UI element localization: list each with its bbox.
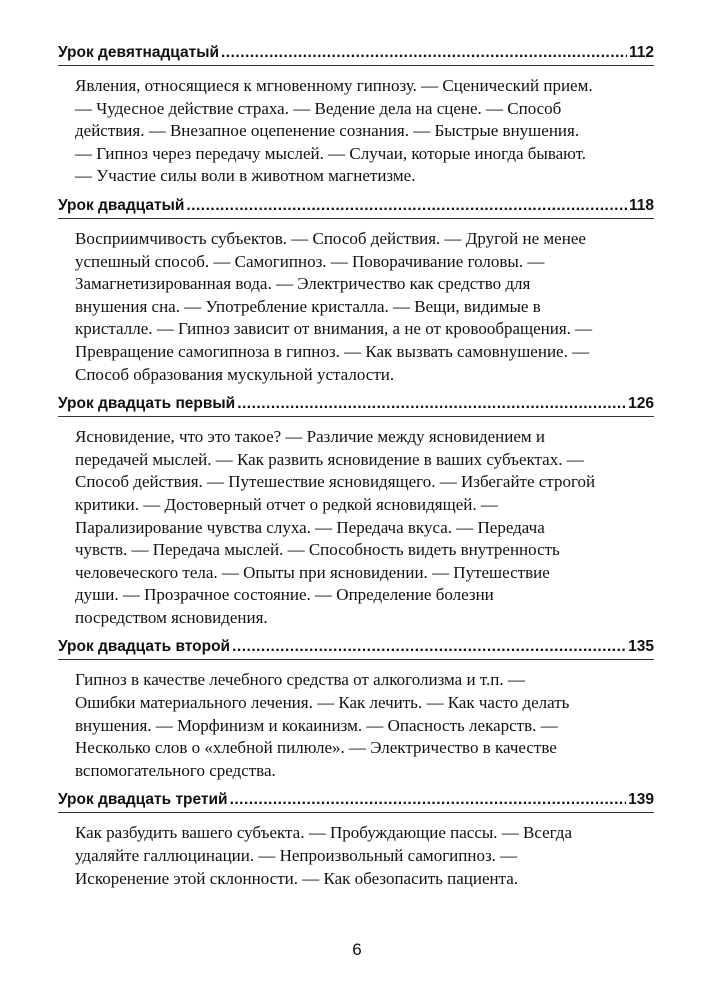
topics-line: — Участие силы воли в животном магнетизме. xyxy=(75,166,416,186)
topics-line: Ошибки материального лечения. — Как лечить. — Как часто делать xyxy=(75,693,570,713)
dot-leader xyxy=(221,42,627,64)
lesson-page-number: 139 xyxy=(628,791,654,809)
lesson-page-number: 118 xyxy=(628,196,654,214)
topics-line: чувств. — Передача мыслей. — Способность видеть внутренность xyxy=(75,540,560,560)
lesson-topics xyxy=(75,822,654,897)
topics-line: Явления, относящиеся к мгновенному гипнозу. — Сценический прием. xyxy=(75,76,593,95)
topics-line: внушения сна. — Употребление кристалла. — Вещи, видимые в xyxy=(75,296,541,316)
dot-leader xyxy=(186,195,627,217)
topics-line: удаляйте галлюцинации. — Непроизвольный самогипноз. — xyxy=(75,846,518,866)
topics-line: души. — Прозрачное состояние. — Определение болезни xyxy=(75,585,494,605)
topics-line: Способ образования мускульной усталости. xyxy=(75,364,395,384)
topics-line: Способ действия. — Путешествие ясновидящего. — Избегайте строгой xyxy=(75,472,596,492)
topics-line: Ясновидение, что это такое? — Различие между ясновидением и xyxy=(75,427,545,447)
lesson-topics xyxy=(75,669,654,789)
topics-line: человеческого тела. — Опыты при ясновидении. — Путешествие xyxy=(75,562,550,582)
topics-line: действия. — Внезапное оцепенение сознания. — Быстрые внушения. xyxy=(75,121,580,141)
toc-entry-lesson-21 xyxy=(58,393,654,636)
page-number: 6 xyxy=(352,940,362,959)
dot-leader xyxy=(237,393,626,415)
toc-entry-heading xyxy=(58,636,654,660)
topics-line: вспомогательного средства. xyxy=(75,760,276,780)
topics-line: успешный способ. — Самогипноз. — Поворачивание головы. — xyxy=(75,251,545,271)
lesson-topics xyxy=(75,228,654,393)
topics-line: Как разбудить вашего субъекта. — Пробуждающие пассы. — Всегда xyxy=(75,823,572,843)
topics-line: Несколько слов о «хлебной пилюле». — Электричество в качестве xyxy=(75,738,557,758)
topics-line: внушения. — Морфинизм и кокаинизм. — Опасность лекарств. — xyxy=(75,715,558,735)
topics-line: критики. — Достоверный отчет о редкой ясновидящей. — xyxy=(75,494,498,514)
topics-line: Восприимчивость субъектов. — Способ действия. — Другой не менее xyxy=(75,228,586,248)
topics-line: Искоренение этой склонности. — Как обезопасить пациента. xyxy=(75,868,519,888)
lesson-title: Урок двадцать третий xyxy=(58,791,228,809)
dot-leader xyxy=(232,636,626,658)
lesson-topics xyxy=(75,426,654,636)
toc-entry-heading xyxy=(58,789,654,813)
topics-line: — Гипноз через передачу мыслей. — Случаи, которые иногда бывают. xyxy=(75,143,587,163)
toc-entry-heading xyxy=(58,195,654,219)
lesson-title: Урок двадцатый xyxy=(58,196,185,214)
topics-line: — Чудесное действие страха. — Ведение дела на сцене. — Способ xyxy=(75,98,562,118)
topics-line: посредством ясновидения. xyxy=(75,607,268,627)
topics-line: Замагнетизированная вода. — Электричество как средство для xyxy=(75,274,531,294)
topics-line: кристалле. — Гипноз зависит от внимания, а не от кровообращения. — xyxy=(75,319,593,339)
lesson-title: Урок двадцать первый xyxy=(58,395,236,413)
toc-entry-heading xyxy=(58,393,654,417)
toc-entry-heading xyxy=(58,42,654,66)
dot-leader xyxy=(230,789,627,811)
toc-entry-lesson-19 xyxy=(58,42,654,195)
lesson-page-number: 126 xyxy=(628,395,654,413)
topics-line: Парализирование чувства слуха. — Передача вкуса. — Передача xyxy=(75,517,545,537)
lesson-page-number: 135 xyxy=(628,638,654,656)
toc-entry-lesson-22 xyxy=(58,636,654,789)
topics-line: передачей мыслей. — Как развить ясновидение в ваших субъектах. — xyxy=(75,449,584,469)
lesson-title: Урок двадцать второй xyxy=(58,638,231,656)
lesson-topics xyxy=(75,75,654,195)
lesson-page-number: 112 xyxy=(628,44,654,61)
table-of-contents xyxy=(58,42,654,897)
lesson-title: Урок девятнадцатый xyxy=(58,44,219,61)
topics-line: Превращение самогипноза в гипноз. — Как вызвать самовнушение. — xyxy=(75,341,590,361)
topics-line: Гипноз в качестве лечебного средства от алкоголизма и т.п. — xyxy=(75,670,525,690)
toc-entry-lesson-20 xyxy=(58,195,654,393)
toc-entry-lesson-23 xyxy=(58,789,654,897)
